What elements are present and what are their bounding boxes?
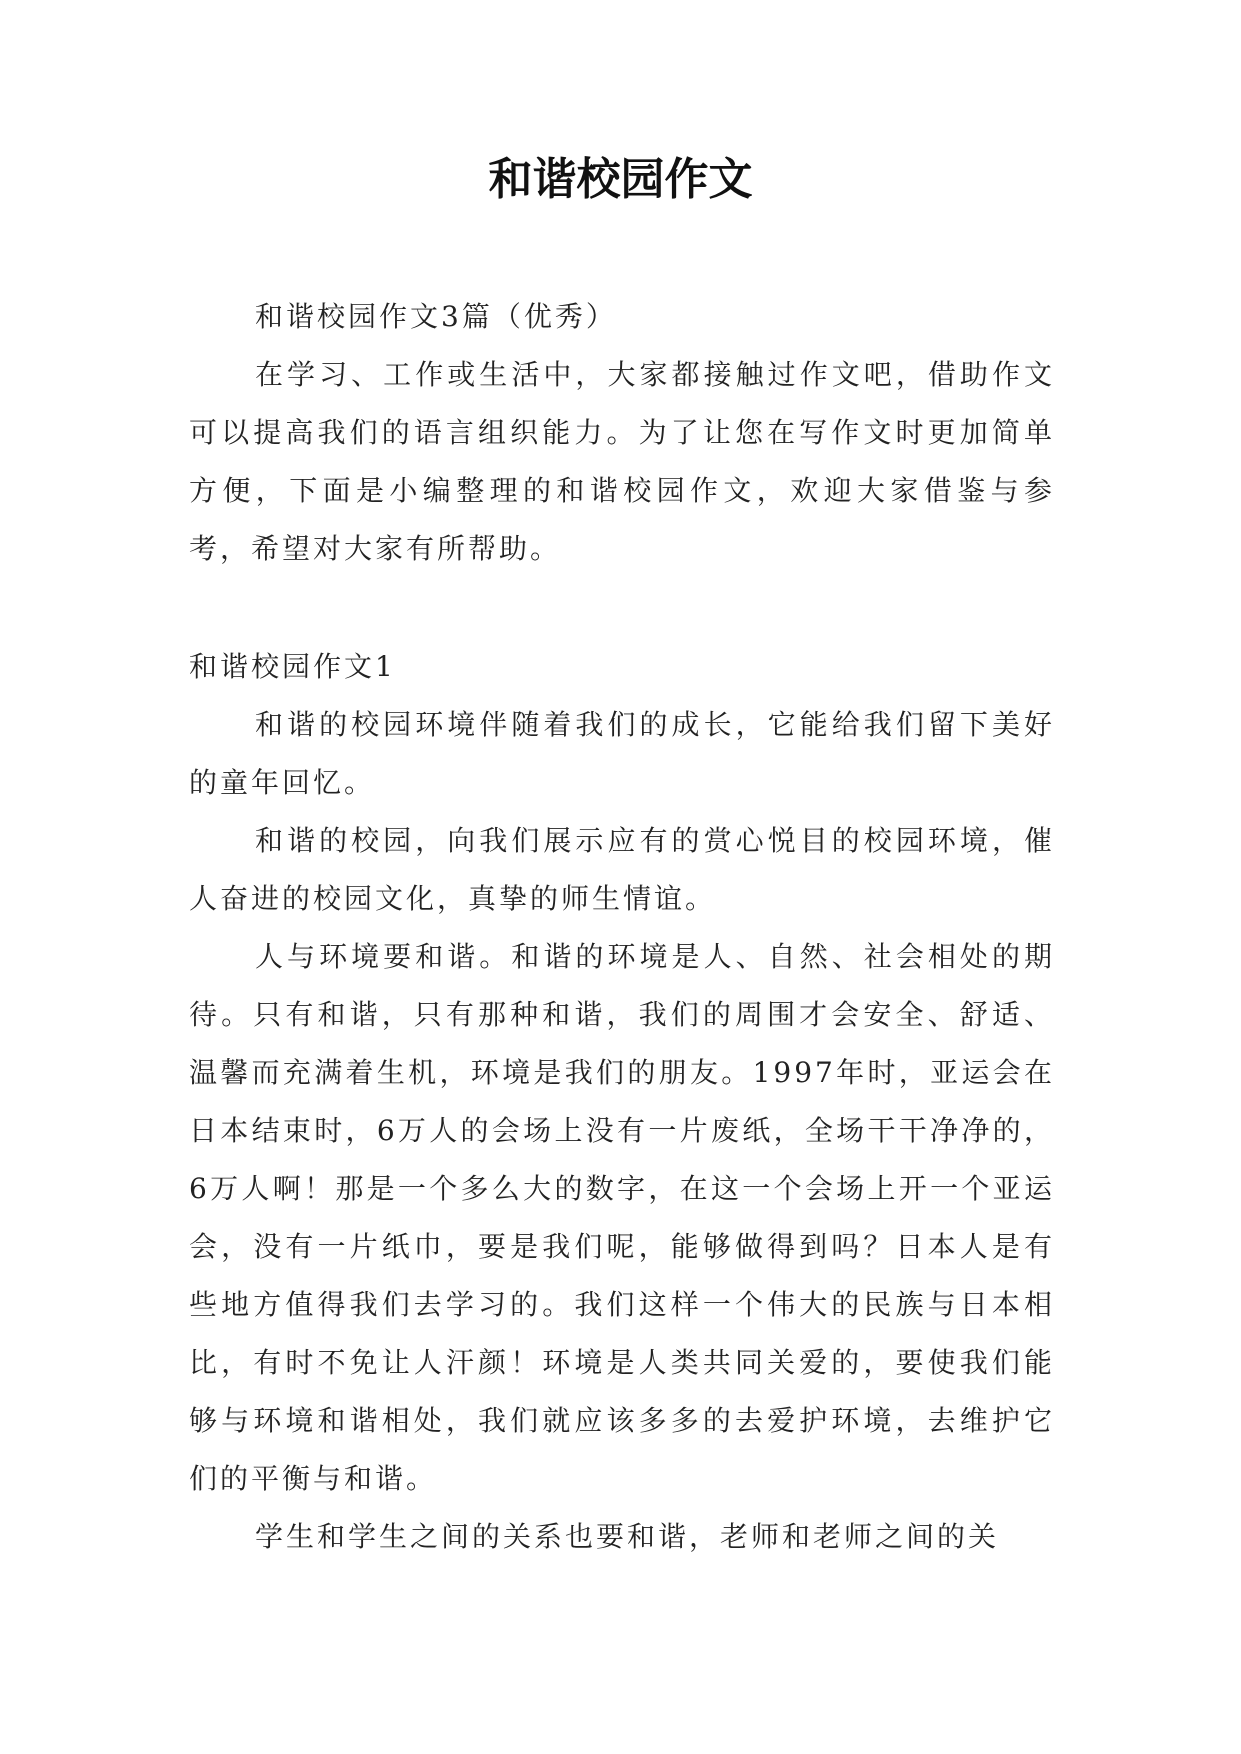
intro-paragraph: 在学习、工作或生活中，大家都接触过作文吧，借助作文可以提高我们的语言组织能力。为了让您在写作文时更加简单方便，下面是小编整理的和谐校园作文，欢迎大家借鉴与参考，希望对大家有所帮助。 [189,358,1055,565]
document-subtitle: 和谐校园作文3篇（优秀） [255,300,617,333]
document-title: 和谐校园作文 [488,154,753,205]
section-heading: 和谐校园作文1 [189,650,396,683]
body-paragraph: 学生和学生之间的关系也要和谐，老师和老师之间的关 [255,1520,1000,1553]
section-spacer [189,578,1055,638]
document-body [189,288,1055,1566]
body-paragraph: 人与环境要和谐。和谐的环境是人、自然、社会相处的期待。只有和谐，只有那种和谐，我们的周围才会安全、舒适、温馨而充满着生机，环境是我们的朋友。1997年时，亚运会在日本结束时，6万人的会场上没有一片废纸，全场干干净净的，6万人啊！那是一个多么大的数字，在这一个会场上开一个亚运会，没有一片纸巾，要是我们呢，能够做得到吗？日本人是有些地方值得我们去学习的。我们这样一个伟大的民族与日本相比，有时不免让人汗颜！环境是人类共同关爱的，要使我们能够与环境和谐相处，我们就应该多多的去爱护环境，去维护它们的平衡与和谐。 [189,940,1055,1495]
body-paragraph: 和谐的校园环境伴随着我们的成长，它能给我们留下美好的童年回忆。 [189,708,1055,799]
body-paragraph: 和谐的校园，向我们展示应有的赏心悦目的校园环境，催人奋进的校园文化，真挚的师生情谊。 [189,824,1055,915]
